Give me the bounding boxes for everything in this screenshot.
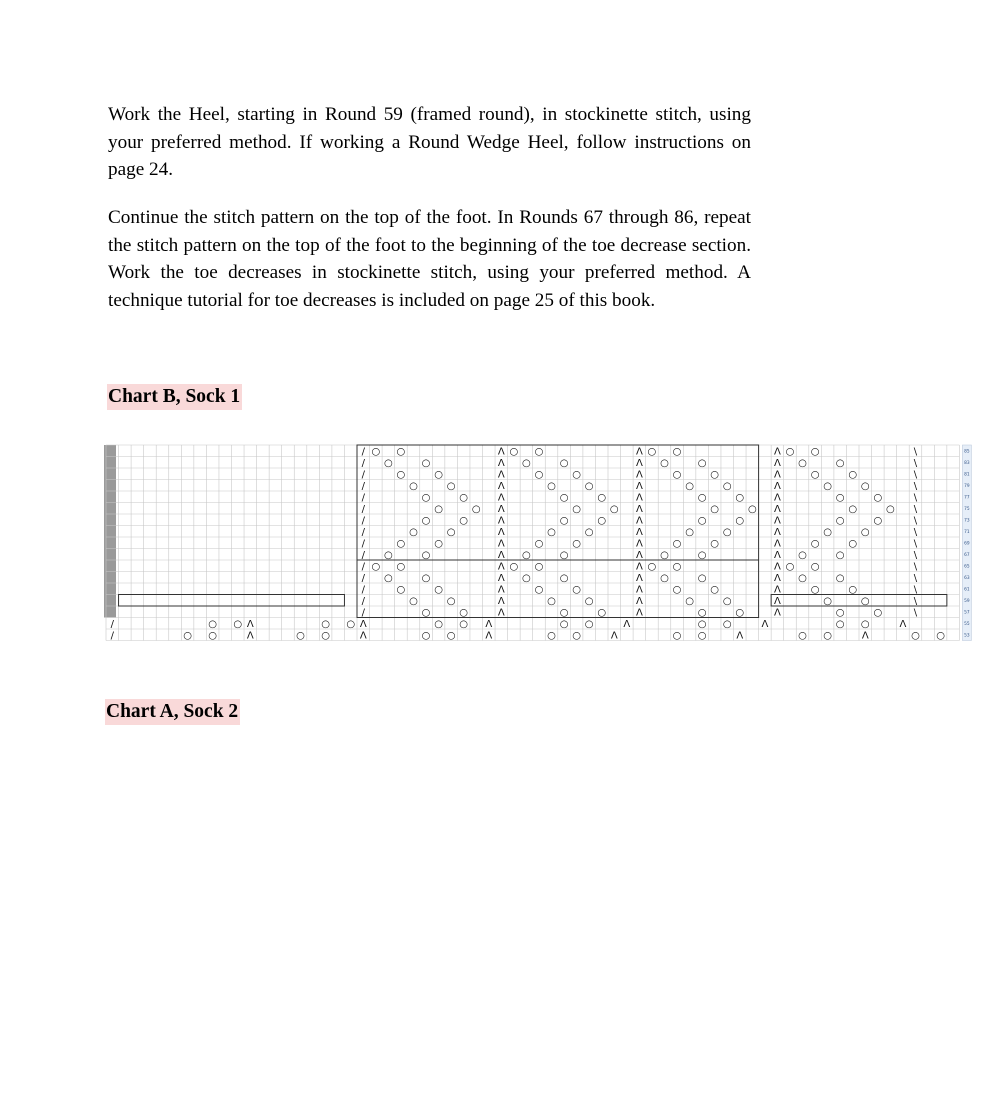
chart-stitch-yarn-over: ○ [798,457,807,469]
chart-stitch-double-decrease: Λ [497,538,505,550]
chart-stitch-yarn-over: ○ [396,561,406,573]
chart-stitch-ssk: \ [913,572,918,584]
chart-stitch-yarn-over: ○ [296,630,305,642]
round-number: 61 [964,587,970,593]
chart-stitch-yarn-over: ○ [584,618,594,630]
chart-stitch-yarn-over: ○ [559,618,569,630]
chart-stitch-yarn-over: ○ [409,480,418,492]
chart-stitch-yarn-over: ○ [798,630,807,642]
chart-stitch-k2tog: / [361,561,365,573]
chart-stitch-double-decrease: Λ [774,469,781,481]
chart-stitch-k2tog: / [361,538,365,550]
chart-stitch-double-decrease: Λ [497,515,505,527]
chart-stitch-double-decrease: Λ [635,446,643,458]
chart-stitch-k2tog: / [361,549,365,561]
chart-b-heading: Chart B, Sock 1 [107,384,242,410]
chart-stitch-yarn-over: ○ [321,618,330,630]
chart-stitch-ssk: \ [913,538,918,550]
chart-grid [106,445,959,641]
chart-stitch-ssk: \ [913,515,918,527]
chart-stitch-yarn-over: ○ [522,572,531,584]
round-number: 79 [964,483,970,489]
chart-stitch-double-decrease: Λ [635,584,643,596]
chart-stitch-double-decrease: Λ [635,469,643,481]
chart-stitch-ssk: \ [913,595,918,607]
chart-stitch-yarn-over: ○ [559,492,569,504]
chart-stitch-double-decrease: Λ [497,469,505,481]
chart-stitch-yarn-over: ○ [835,457,845,469]
chart-stitch-yarn-over: ○ [697,630,707,642]
chart-stitch-yarn-over: ○ [459,618,469,630]
chart-stitch-yarn-over: ○ [547,526,556,538]
chart-stitch-k2tog: / [361,492,365,504]
chart-stitch-k2tog: / [361,457,365,469]
chart-stitch-yarn-over: ○ [672,630,682,642]
chart-a-heading: Chart A, Sock 2 [105,699,240,725]
chart-stitch-yarn-over: ○ [434,503,443,515]
chart-stitch-yarn-over: ○ [534,561,544,573]
chart-stitch-yarn-over: ○ [710,503,720,515]
chart-stitch-double-decrease: Λ [497,561,505,573]
chart-stitch-yarn-over: ○ [697,492,707,504]
chart-stitch-yarn-over: ○ [710,538,720,550]
chart-stitch-double-decrease: Λ [774,572,781,584]
chart-stitch-yarn-over: ○ [672,469,682,481]
chart-stitch-double-decrease: Λ [774,561,781,573]
chart-stitch-yarn-over: ○ [559,515,569,527]
chart-stitch-double-decrease: Λ [774,515,781,527]
chart-stitch-double-decrease: Λ [774,549,781,561]
chart-stitch-yarn-over: ○ [823,595,832,607]
chart-stitch-yarn-over: ○ [522,457,531,469]
chart-stitch-k2tog: / [110,618,114,630]
chart-stitch-yarn-over: ○ [384,549,393,561]
chart-stitch-yarn-over: ○ [685,480,694,492]
chart-stitch-yarn-over: ○ [672,584,682,596]
chart-stitch-yarn-over: ○ [848,584,858,596]
chart-stitch-k2tog: / [110,630,114,642]
round-number: 77 [964,495,970,501]
chart-stitch-double-decrease: Λ [635,457,643,469]
chart-stitch-yarn-over: ○ [409,526,418,538]
chart-stitch-yarn-over: ○ [371,561,381,573]
chart-stitch-yarn-over: ○ [346,618,356,630]
chart-stitch-yarn-over: ○ [798,549,807,561]
round-number: 71 [964,529,970,535]
chart-stitch-double-decrease: Λ [246,618,254,630]
chart-stitch-double-decrease: Λ [774,503,781,515]
chart-stitch-yarn-over: ○ [396,538,406,550]
chart-stitch-yarn-over: ○ [509,561,519,573]
chart-stitch-yarn-over: ○ [434,469,443,481]
chart-stitch-double-decrease: Λ [899,618,907,630]
chart-stitch-yarn-over: ○ [697,618,707,630]
chart-stitch-yarn-over: ○ [835,515,845,527]
chart-stitch-yarn-over: ○ [810,561,820,573]
chart-stitch-yarn-over: ○ [685,526,694,538]
chart-stitch-double-decrease: Λ [497,549,505,561]
chart-stitch-yarn-over: ○ [321,630,330,642]
chart-stitch-yarn-over: ○ [534,584,544,596]
chart-stitch-yarn-over: ○ [597,515,607,527]
heel-instructions-paragraph: Work the Heel, starting in Round 59 (framed round), in stockinette stitch, using your preferred method. If working a Round Wedge Heel, follow instructions on page 24. [108,104,751,180]
chart-stitch-yarn-over: ○ [534,446,544,458]
chart-stitch-yarn-over: ○ [421,572,431,584]
chart-stitch-yarn-over: ○ [710,584,720,596]
round-number: 81 [964,472,970,478]
chart-stitch-double-decrease: Λ [635,503,643,515]
chart-stitch-yarn-over: ○ [835,607,845,619]
round-number: 85 [964,449,970,455]
chart-stitch-yarn-over: ○ [873,515,883,527]
chart-stitch-yarn-over: ○ [660,457,669,469]
chart-stitch-yarn-over: ○ [810,446,820,458]
chart-stitch-yarn-over: ○ [835,549,845,561]
chart-stitch-yarn-over: ○ [835,492,845,504]
chart-stitch-double-decrease: Λ [497,457,505,469]
chart-stitch-yarn-over: ○ [697,457,707,469]
chart-stitch-double-decrease: Λ [497,572,505,584]
round-number: 63 [964,575,970,581]
chart-stitch-yarn-over: ○ [810,469,820,481]
chart-stitch-double-decrease: Λ [774,595,781,607]
chart-stitch-double-decrease: Λ [774,492,781,504]
chart-stitch-yarn-over: ○ [672,538,682,550]
chart-stitch-yarn-over: ○ [534,469,544,481]
round-number: 83 [964,460,970,466]
chart-stitch-double-decrease: Λ [635,607,643,619]
round-number: 59 [964,598,970,604]
chart-stitch-ssk: \ [913,584,918,596]
chart-stitch-double-decrease: Λ [774,607,781,619]
chart-stitch-yarn-over: ○ [860,595,870,607]
chart-stitch-double-decrease: Λ [485,618,493,630]
chart-stitch-yarn-over: ○ [421,492,431,504]
chart-stitch-yarn-over: ○ [534,538,544,550]
chart-stitch-yarn-over: ○ [547,595,556,607]
chart-stitch-yarn-over: ○ [421,549,431,561]
chart-stitch-yarn-over: ○ [434,538,443,550]
chart-stitch-yarn-over: ○ [823,630,832,642]
chart-stitch-double-decrease: Λ [359,630,367,642]
round-number: 65 [964,564,970,570]
chart-stitch-yarn-over: ○ [597,492,607,504]
chart-stitch-ssk: \ [913,561,918,573]
chart-stitch-double-decrease: Λ [635,561,643,573]
chart-stitch-double-decrease: Λ [497,584,505,596]
chart-stitch-yarn-over: ○ [396,469,406,481]
chart-stitch-double-decrease: Λ [774,526,781,538]
chart-stitch-yarn-over: ○ [446,480,456,492]
chart-stitch-yarn-over: ○ [459,492,469,504]
chart-stitch-yarn-over: ○ [572,469,581,481]
chart-stitch-yarn-over: ○ [835,572,845,584]
knitting-chart-b [104,443,970,643]
chart-stitch-double-decrease: Λ [635,549,643,561]
chart-stitch-double-decrease: Λ [497,526,505,538]
chart-stitch-double-decrease: Λ [635,595,643,607]
chart-stitch-double-decrease: Λ [774,457,781,469]
chart-stitch-yarn-over: ○ [559,457,569,469]
chart-stitch-double-decrease: Λ [761,618,769,630]
chart-stitch-ssk: \ [913,526,918,538]
foot-instructions-paragraph: Continue the stitch pattern on the top of the foot. In Rounds 67 through 86, repeat the stitch pattern on the top of the foot to the beginning of the toe decrease section. Work the toe decreases in stockinette stitch, using your preferred method. A technique tutorial for toe decreases is included on page 25 of this book. [108,207,751,311]
chart-stitch-yarn-over: ○ [421,515,431,527]
chart-stitch-yarn-over: ○ [785,561,795,573]
chart-stitch-yarn-over: ○ [735,607,745,619]
chart-stitch-yarn-over: ○ [584,526,594,538]
chart-stitch-ssk: \ [913,480,918,492]
chart-stitch-yarn-over: ○ [446,630,456,642]
chart-stitch-yarn-over: ○ [597,607,607,619]
chart-stitch-yarn-over: ○ [434,618,443,630]
chart-stitch-yarn-over: ○ [547,480,556,492]
chart-stitch-double-decrease: Λ [246,630,254,642]
chart-stitch-yarn-over: ○ [384,572,393,584]
chart-stitch-k2tog: / [361,572,365,584]
chart-stitch-yarn-over: ○ [572,503,581,515]
round-number: 55 [964,621,970,627]
chart-stitch-double-decrease: Λ [497,595,505,607]
chart-stitch-yarn-over: ○ [672,561,682,573]
chart-stitch-yarn-over: ○ [848,503,858,515]
chart-stitch-k2tog: / [361,515,365,527]
chart-stitch-yarn-over: ○ [446,526,456,538]
chart-stitch-double-decrease: Λ [497,503,505,515]
chart-stitch-double-decrease: Λ [774,538,781,550]
chart-stitch-k2tog: / [361,526,365,538]
chart-stitch-yarn-over: ○ [835,618,845,630]
chart-stitch-yarn-over: ○ [446,595,456,607]
chart-stitch-double-decrease: Λ [635,572,643,584]
chart-stitch-yarn-over: ○ [823,480,832,492]
round-number: 53 [964,633,970,639]
chart-stitch-yarn-over: ○ [886,503,895,515]
chart-stitch-yarn-over: ○ [559,572,569,584]
chart-stitch-yarn-over: ○ [697,549,707,561]
chart-stitch-yarn-over: ○ [208,630,218,642]
chart-stitch-yarn-over: ○ [396,446,406,458]
chart-stitch-k2tog: / [361,584,365,596]
chart-stitch-yarn-over: ○ [685,595,694,607]
chart-stitch-double-decrease: Λ [635,480,643,492]
chart-stitch-double-decrease: Λ [497,446,505,458]
chart-stitch-ssk: \ [913,503,918,515]
chart-stitch-yarn-over: ○ [747,503,757,515]
round-number: 57 [964,610,970,616]
chart-stitch-yarn-over: ○ [421,607,431,619]
chart-stitch-yarn-over: ○ [735,515,745,527]
chart-stitch-yarn-over: ○ [584,480,594,492]
chart-stitch-yarn-over: ○ [722,480,732,492]
chart-stitch-double-decrease: Λ [861,630,869,642]
chart-stitch-yarn-over: ○ [860,526,870,538]
chart-stitch-yarn-over: ○ [697,607,707,619]
chart-stitch-double-decrease: Λ [635,538,643,550]
chart-stitch-yarn-over: ○ [434,584,443,596]
chart-stitch-double-decrease: Λ [497,492,505,504]
chart-stitch-yarn-over: ○ [459,515,469,527]
chart-stitch-double-decrease: Λ [610,630,618,642]
chart-stitch-double-decrease: Λ [359,618,367,630]
chart-stitch-yarn-over: ○ [647,561,657,573]
chart-stitch-yarn-over: ○ [522,549,531,561]
chart-stitch-double-decrease: Λ [774,480,781,492]
chart-stitch-yarn-over: ○ [547,630,556,642]
round-number: 67 [964,552,970,558]
chart-stitch-double-decrease: Λ [774,446,781,458]
chart-stitch-yarn-over: ○ [409,595,418,607]
chart-stitch-ssk: \ [913,549,918,561]
chart-stitch-k2tog: / [361,503,365,515]
chart-stitch-ssk: \ [913,446,918,458]
chart-stitch-yarn-over: ○ [559,607,569,619]
chart-stitch-yarn-over: ○ [208,618,218,630]
chart-stitch-yarn-over: ○ [584,595,594,607]
chart-stitch-yarn-over: ○ [710,469,720,481]
round-number: 69 [964,541,970,547]
chart-stitch-yarn-over: ○ [810,538,820,550]
chart-stitch-yarn-over: ○ [233,618,243,630]
chart-stitch-yarn-over: ○ [471,503,481,515]
chart-stitch-yarn-over: ○ [572,538,581,550]
chart-stitch-yarn-over: ○ [572,584,581,596]
chart-stitch-yarn-over: ○ [697,515,707,527]
chart-stitch-yarn-over: ○ [860,618,870,630]
chart-stitch-yarn-over: ○ [609,503,619,515]
chart-stitch-yarn-over: ○ [421,630,431,642]
chart-stitch-ssk: \ [913,492,918,504]
chart-stitch-yarn-over: ○ [798,572,807,584]
chart-stitch-k2tog: / [361,446,365,458]
chart-stitch-yarn-over: ○ [722,618,732,630]
chart-stitch-yarn-over: ○ [509,446,519,458]
chart-stitch-yarn-over: ○ [647,446,657,458]
chart-stitch-double-decrease: Λ [635,492,643,504]
chart-stitch-yarn-over: ○ [823,526,832,538]
chart-stitch-ssk: \ [913,457,918,469]
chart-stitch-yarn-over: ○ [660,572,669,584]
chart-stitch-double-decrease: Λ [497,480,505,492]
chart-stitch-yarn-over: ○ [672,446,682,458]
chart-stitch-yarn-over: ○ [572,630,581,642]
chart-stitch-double-decrease: Λ [485,630,493,642]
chart-stitch-yarn-over: ○ [384,457,393,469]
chart-stitch-double-decrease: Λ [497,607,505,619]
chart-stitch-double-decrease: Λ [736,630,744,642]
chart-stitch-yarn-over: ○ [848,469,858,481]
chart-stitch-k2tog: / [361,595,365,607]
chart-stitch-yarn-over: ○ [911,630,920,642]
chart-stitch-k2tog: / [361,607,365,619]
chart-stitch-yarn-over: ○ [371,446,381,458]
chart-stitch-yarn-over: ○ [848,538,858,550]
chart-stitch-double-decrease: Λ [774,584,781,596]
chart-stitch-k2tog: / [361,480,365,492]
chart-stitch-yarn-over: ○ [459,607,469,619]
chart-stitch-yarn-over: ○ [873,607,883,619]
round-number: 73 [964,518,970,524]
chart-stitch-double-decrease: Λ [635,526,643,538]
chart-stitch-yarn-over: ○ [660,549,669,561]
chart-stitch-double-decrease: Λ [623,618,631,630]
chart-stitch-yarn-over: ○ [421,457,431,469]
chart-stitch-yarn-over: ○ [396,584,406,596]
chart-stitch-yarn-over: ○ [810,584,820,596]
chart-stitch-ssk: \ [913,469,918,481]
chart-stitch-yarn-over: ○ [735,492,745,504]
chart-stitch-yarn-over: ○ [936,630,945,642]
chart-stitch-yarn-over: ○ [873,492,883,504]
chart-stitch-yarn-over: ○ [785,446,795,458]
chart-stitch-yarn-over: ○ [559,549,569,561]
chart-stitch-yarn-over: ○ [860,480,870,492]
chart-stitch-k2tog: / [361,469,365,481]
chart-stitch-yarn-over: ○ [722,595,732,607]
chart-stitch-ssk: \ [913,607,918,619]
chart-stitch-yarn-over: ○ [697,572,707,584]
round-number: 75 [964,506,970,512]
chart-stitch-yarn-over: ○ [722,526,732,538]
chart-stitch-yarn-over: ○ [183,630,192,642]
chart-stitch-double-decrease: Λ [635,515,643,527]
